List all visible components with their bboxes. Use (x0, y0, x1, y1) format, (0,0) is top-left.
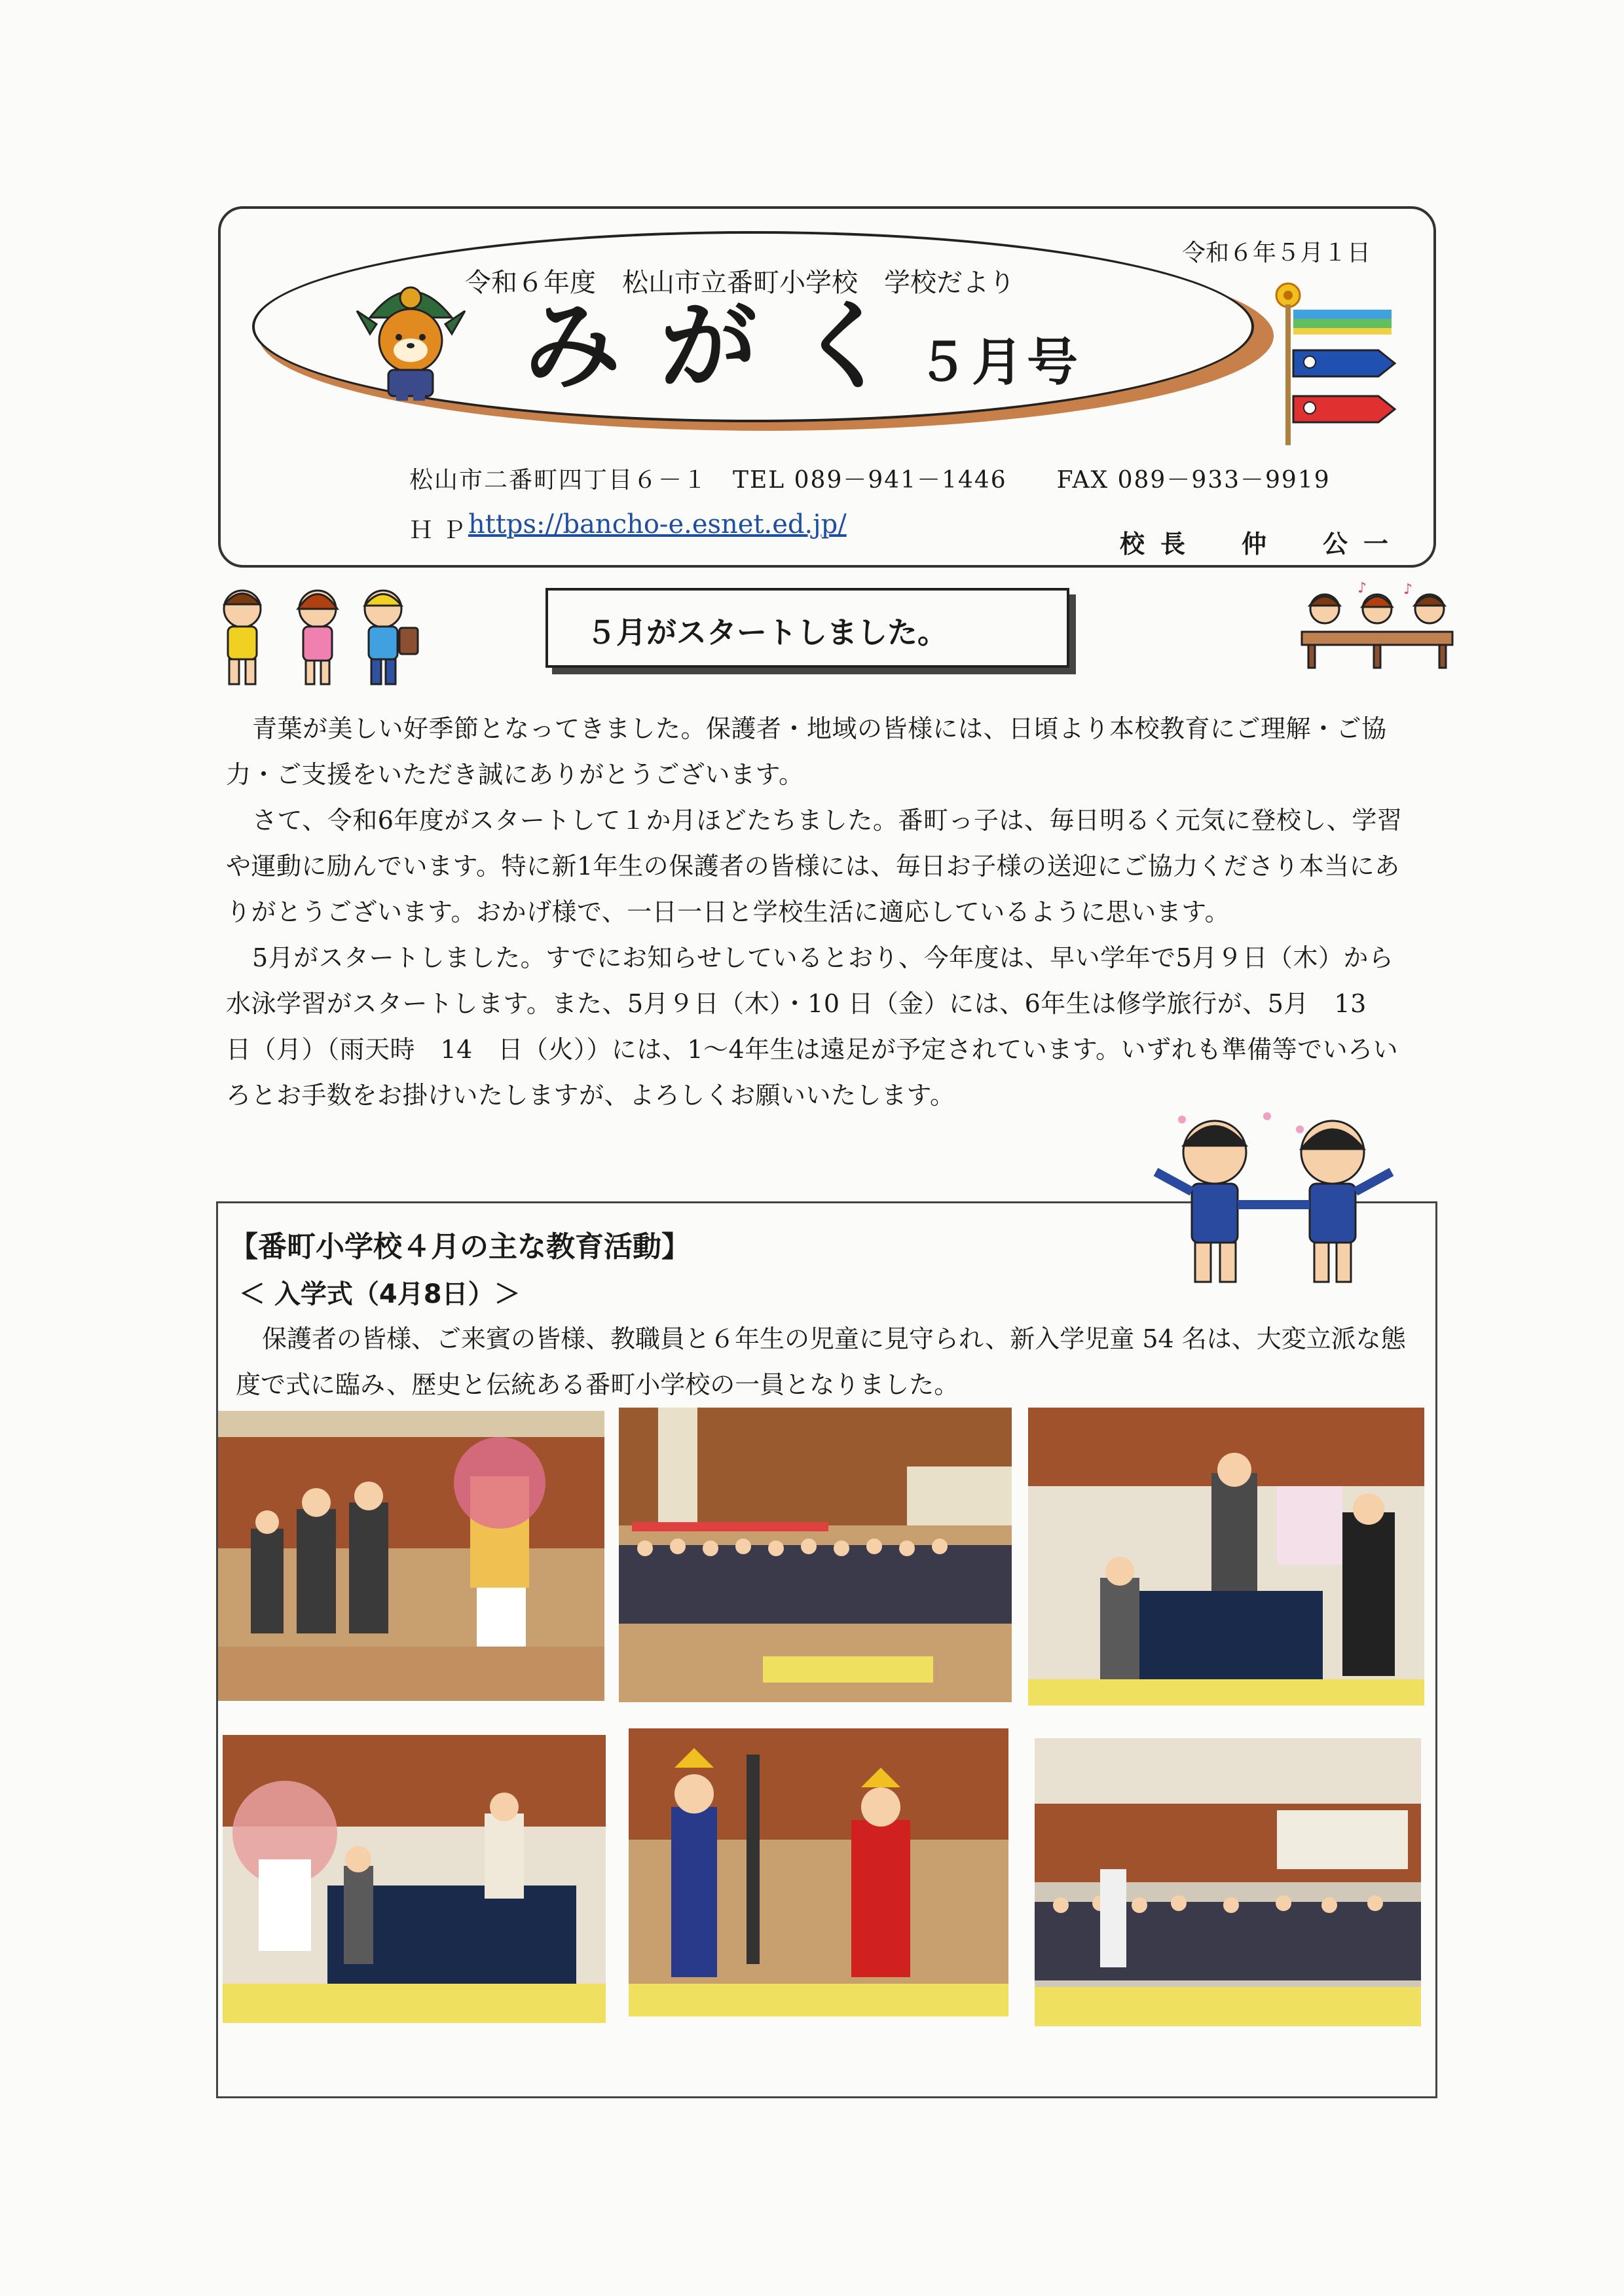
ceremony-photo-6 (1035, 1738, 1421, 2026)
school-address: 松山市二番町四丁目６－１ TEL 089－941－1446 FAX 089－933－9919 (409, 467, 1331, 494)
children-walking-icon (206, 579, 432, 691)
ceremony-photo-5 (629, 1728, 1008, 2016)
ceremony-photo-3 (1028, 1408, 1424, 1705)
ceremony-photo-2 (619, 1408, 1012, 1702)
ceremony-photo-4 (223, 1735, 606, 2023)
children-holding-hands-icon (1143, 1100, 1401, 1303)
issue-date: 令和６年５月１日 (1182, 240, 1371, 266)
homepage-label: ＨＰ (409, 517, 475, 544)
section-title: ５月がスタートしました。 (586, 615, 948, 650)
ceremony-title: ＜ 入学式（4月8日）＞ (239, 1279, 521, 1309)
principal-name: 校長 仲 公一 (1120, 529, 1405, 558)
newsletter-title: みがく (524, 290, 932, 403)
ceremony-text: 保護者の皆様、ご来賓の皆様、教職員と６年生の児童に見守られ、新入学児童 54 名は、大変立派な態度で式に臨み、歴史と伝統ある番町小学校の一員となりました。 (236, 1324, 1406, 1399)
paragraph-3: 5月がスタートしました。すでにお知らせしているとおり、今年度は、早い学年で5月９日（木）から水泳学習がスタートします。また、5月９日（木）・10 日（金）には、6年生は修学旅行が、5月 13 日（月）（雨天時 14 日（火））には、1～4年生は遠足が予定されています。いずれも準備等でいろいろとお手数をお掛けいたしますが、よろしくお願いいたします。 (226, 943, 1399, 1110)
header-subtitle: 令和６年度 松山市立番町小学校 学校だより (465, 268, 1015, 298)
koinobori-icon (1274, 278, 1405, 448)
paragraph-1: 青葉が美しい好季節となってきました。保護者・地域の皆様には、日頃より本校教育にご理解・ご協力・ご支援をいただき誠にありがとうございます。 (226, 714, 1387, 789)
svg-text:♪: ♪ (1403, 581, 1413, 598)
svg-text:♪: ♪ (1357, 580, 1367, 596)
children-desks-icon (1295, 579, 1459, 671)
mascot-icon (350, 272, 471, 403)
ceremony-photo-1 (218, 1411, 604, 1701)
issue-label: ５月号 (917, 333, 1082, 392)
paragraph-2: さて、令和6年度がスタートして１か月ほどたちました。番町っ子は、毎日明るく元気に登校し、学習や運動に励んでいます。特に新1年生の保護者の皆様には、毎日お子様の送迎にご協力くださり本当にありがとうございます。おかげ様で、一日一日と学校生活に適応しているように思います。 (226, 806, 1403, 926)
activities-title: 【番町小学校４月の主な教育活動】 (229, 1230, 690, 1264)
homepage-link[interactable]: https://bancho-e.esnet.ed.jp/ (468, 509, 847, 539)
